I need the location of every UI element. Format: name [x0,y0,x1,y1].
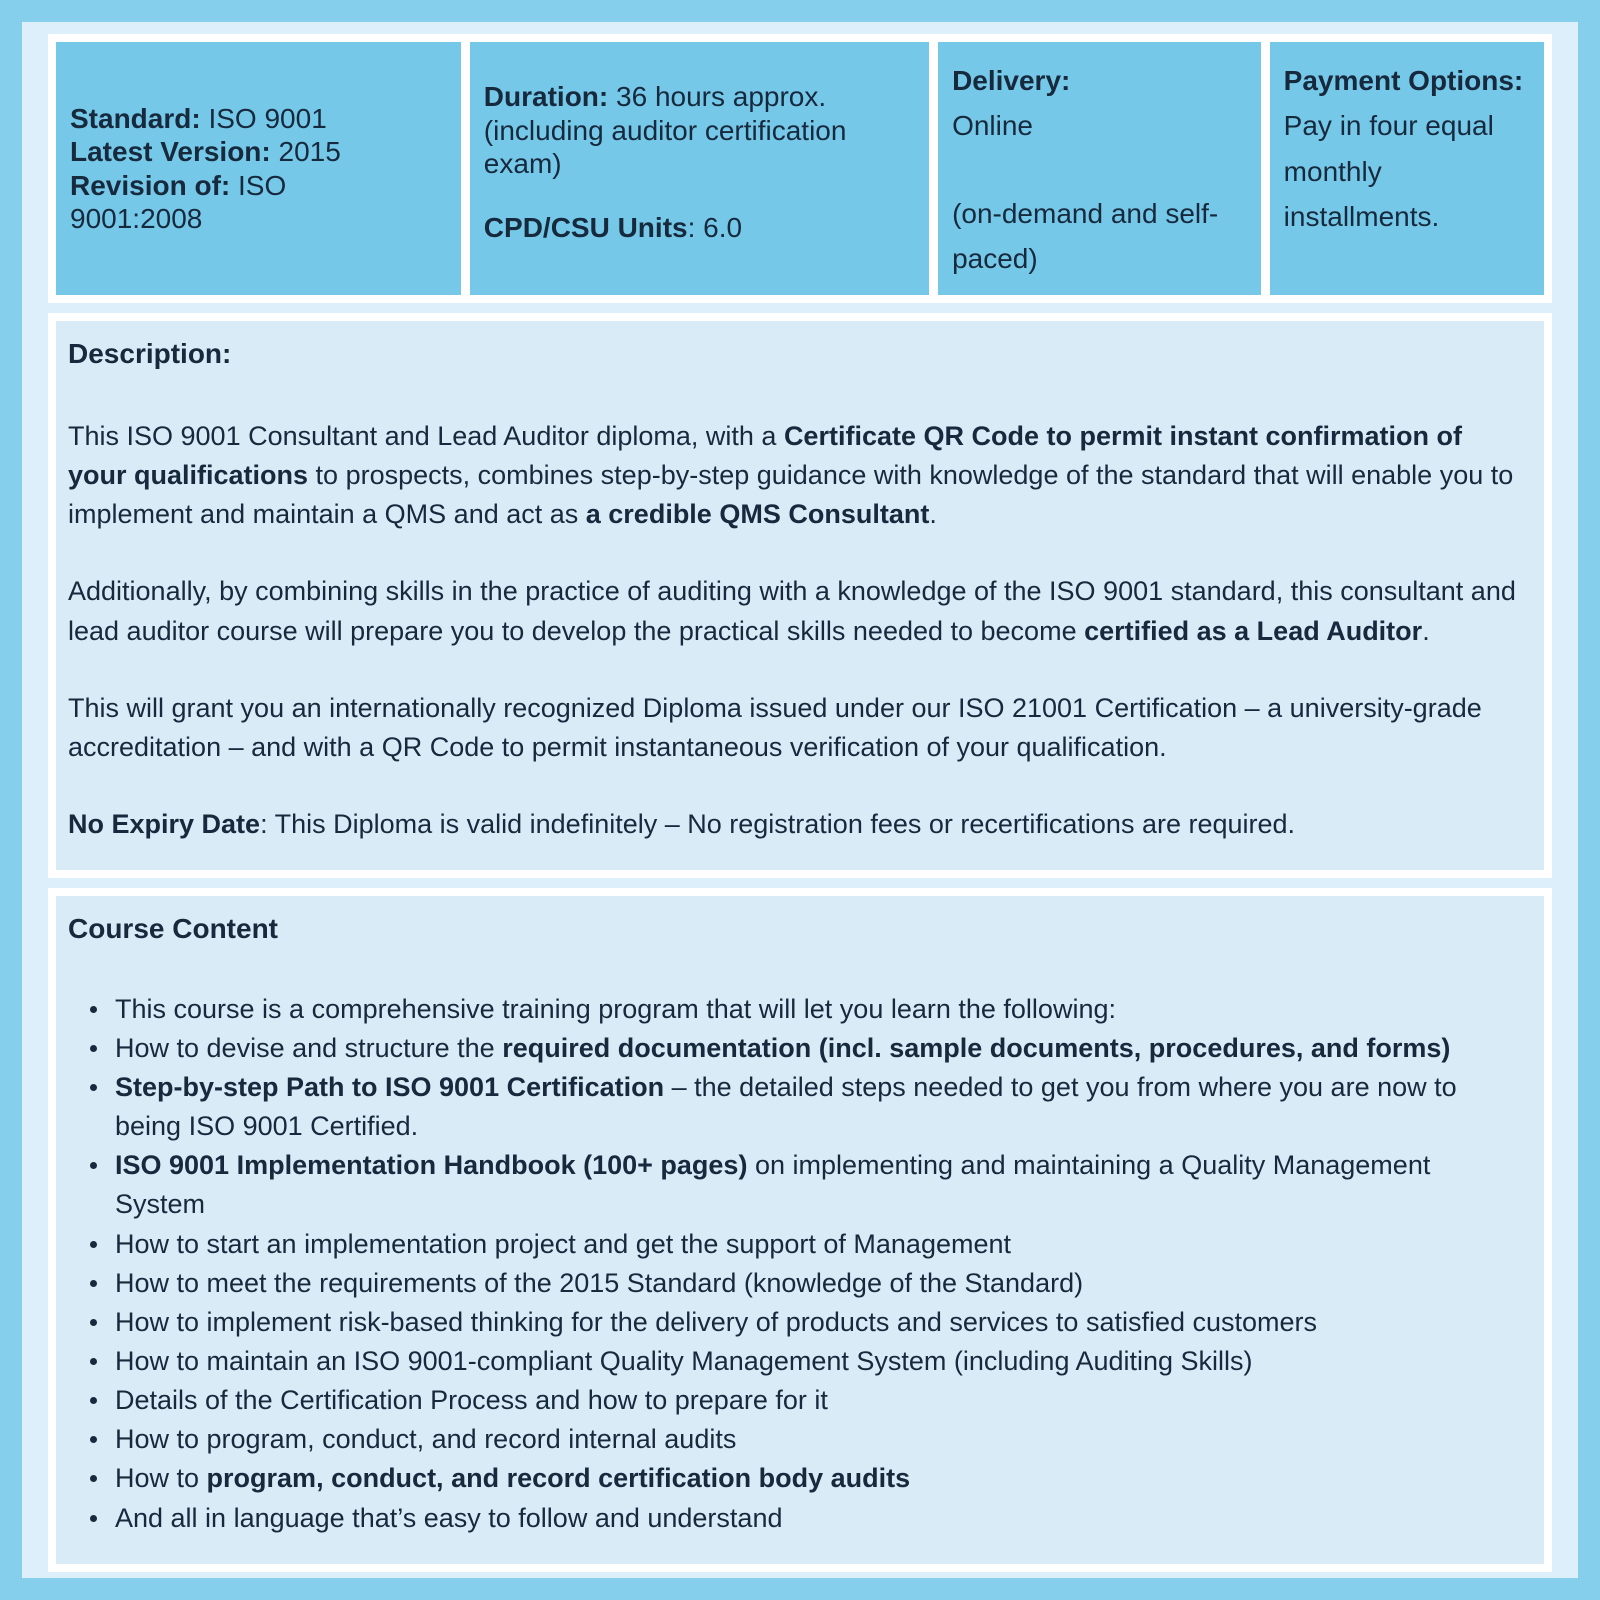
paragraph [68,417,1520,534]
text-run: 36 hours approx. (including auditor certification exam) [483,81,847,180]
bullet-item [90,1342,1520,1381]
delivery-cell [938,42,1261,295]
bold-text-run: No Expiry Date [68,809,261,840]
text-run: ISO 9001:2008 [70,169,287,235]
text-line [484,211,915,245]
bold-text-run: Payment Options: [1283,65,1524,96]
description-paragraphs [68,417,1520,844]
text-run: This will grant you an internationally recognized Diploma issued under our ISO 21001 Certification – a university-grade accreditation – and with a QR Code to permit instantaneous verification of your qualification. [68,692,1482,762]
text-run: . [1422,615,1430,646]
text-line [484,80,915,181]
standard-cell [56,42,461,295]
bold-text-run: Standard: [70,102,201,134]
text-run: How to program, conduct, and record internal audits [115,1424,737,1455]
bullet-item [90,990,1520,1029]
paragraph [68,572,1520,650]
bold-text-run: a credible QMS Consultant [585,499,930,530]
course-content-heading: Course Content [68,913,278,945]
text-line [952,58,1247,103]
text-line [952,103,1247,148]
course-content-list [68,990,1520,1538]
document-canvas [22,22,1578,1578]
text-line [70,169,411,236]
text-run: This course is a comprehensive training program that will let you learn the following: [115,993,1116,1024]
bullet-item [90,1029,1520,1068]
text-run: How to implement risk-based thinking for the delivery of products and services to satisfied customers [115,1306,1318,1337]
bullet-item [90,1068,1520,1146]
bold-text-run: Step-by-step Path to ISO 9001 Certification [115,1072,665,1103]
bullet-item [90,1146,1520,1224]
bullet-item [90,1381,1520,1420]
text-run: on implementing and maintaining a Quality Management System [115,1150,1431,1220]
paragraph [68,805,1520,844]
bullet-item [90,1264,1520,1303]
text-line [952,191,1247,282]
bullet-item [90,1459,1520,1498]
bold-text-run: Latest Version: [70,136,271,168]
text-run: Pay in four equal monthly installments. [1283,110,1494,233]
duration-cell [470,42,929,295]
text-run: ISO 9001 [200,102,327,134]
text-run: And all in language that’s easy to follow and understand [115,1502,783,1533]
text-run: This ISO 9001 Consultant and Lead Auditor diploma, with a [68,421,784,452]
payment-options-cell [1270,42,1544,295]
text-run: . [929,499,937,530]
text-run: How to meet the requirements of the 2015 Standard (knowledge of the Standard) [115,1267,1084,1298]
bold-text-run: certified as a Lead Auditor [1084,615,1423,646]
bold-text-run: CPD/CSU Units [483,211,688,243]
bold-text-run: required documentation (incl. sample documents, procedures, and forms) [502,1032,1451,1063]
text-line [70,102,411,136]
bold-text-run: Certificate QR Code to permit instant confirmation of your qualifications [68,421,1462,491]
description-section [48,313,1552,878]
text-run: to prospects, combines step-by-step guidance with knowledge of the standard that will enable you to implement and maintain a QMS and act as [68,460,1514,530]
text-line [70,135,411,169]
text-run: How to devise and structure the [115,1032,503,1063]
text-run: – the detailed steps needed to get you from where you are now to being ISO 9001 Certified. [115,1072,1457,1142]
text-line [1284,103,1530,239]
bullet-item [90,1499,1520,1538]
text-run: 2015 [270,136,341,168]
text-run: How to start an implementation project and get the support of Management [115,1228,1012,1259]
text-line [1284,58,1530,103]
bold-text-run: Duration: [483,81,609,112]
text-run: : 6.0 [687,211,743,243]
text-run: (on-demand and self-paced) [952,197,1219,275]
paragraph [68,689,1520,767]
bold-text-run: Revision of: [70,169,231,201]
bullet-item [90,1225,1520,1264]
text-run: Online [952,110,1033,142]
text-run: How to [115,1463,207,1494]
bullet-item [90,1420,1520,1459]
text-run: How to maintain an ISO 9001-compliant Quality Management System (including Auditing Skills) [115,1346,1253,1377]
course-content-section [48,888,1552,1572]
course-info-table [48,34,1552,303]
bold-text-run: program, conduct, and record certification body audits [206,1463,911,1494]
text-run: Additionally, by combining skills in the practice of auditing with a knowledge of the ISO 9001 standard, this consultant and lead auditor course will prepare you to develop the practical skills needed to become [68,576,1516,646]
text-run: Details of the Certification Process and how to prepare for it [115,1385,828,1416]
text-run: : This Diploma is valid indefinitely – No registration fees or recertifications are required. [260,809,1296,840]
bold-text-run: ISO 9001 Implementation Handbook (100+ pages) [115,1150,748,1181]
description-heading: Description: [68,338,232,370]
bold-text-run: Delivery: [952,65,1071,96]
bullet-item [90,1303,1520,1342]
